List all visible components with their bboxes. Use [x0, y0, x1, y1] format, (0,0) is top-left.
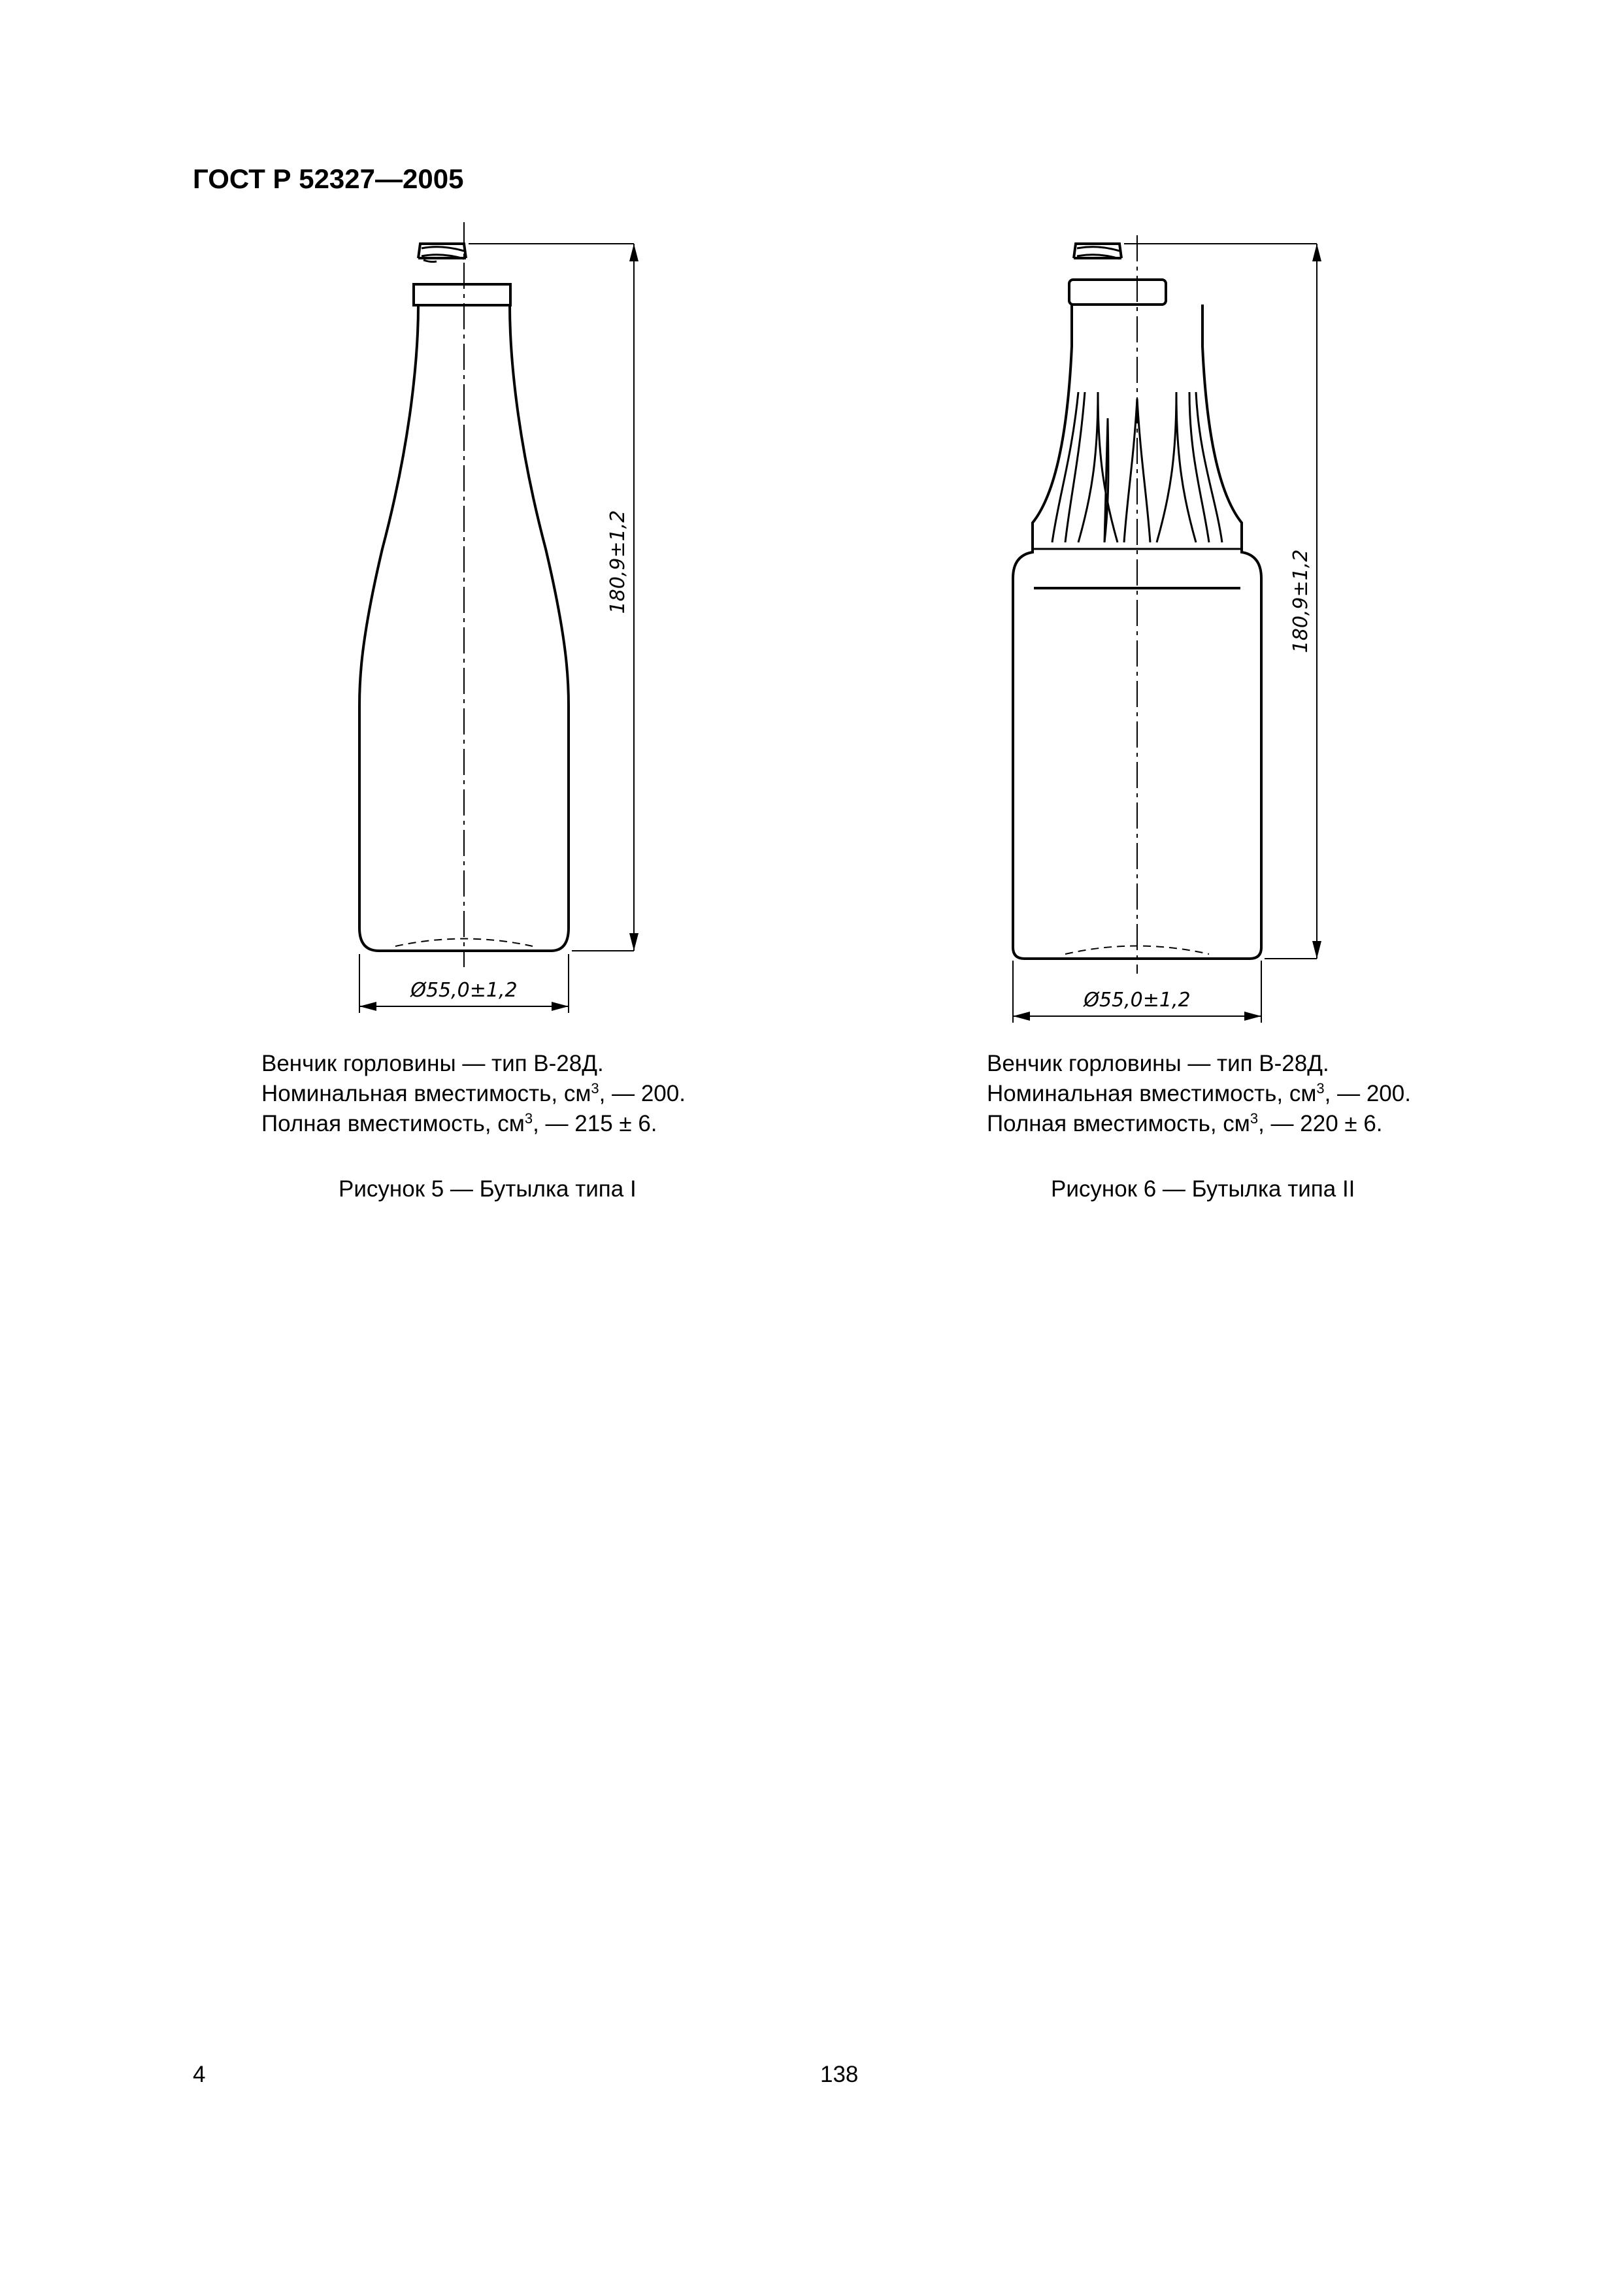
- spec-text: Полная вместимость, см: [987, 1111, 1250, 1136]
- spec-text: Номинальная вместимость, см: [987, 1081, 1317, 1106]
- bottle-type-1-drawing: [327, 222, 693, 1059]
- spec-line-finish: Венчик горловины — тип В-28Д.: [987, 1051, 1329, 1076]
- height-dimension-label: 180,9±1,2: [1289, 549, 1312, 653]
- bottle-type-1-specs: [261, 1049, 686, 1139]
- page-number: 4: [193, 2062, 206, 2087]
- spec-superscript: 3: [591, 1080, 599, 1097]
- spec-line-nominal-capacity: [987, 1079, 1411, 1109]
- spec-superscript: 3: [524, 1110, 533, 1127]
- spec-value: , — 220 ± 6.: [1258, 1111, 1383, 1136]
- spec-superscript: 3: [1250, 1110, 1259, 1127]
- figure-6-caption: Рисунок 6 — Бутылка типа II: [1051, 1176, 1355, 1202]
- spec-value: , — 215 ± 6.: [533, 1111, 657, 1136]
- bottle-type-2-drawing: [993, 222, 1359, 1059]
- height-dimension-label: 180,9±1,2: [606, 510, 629, 614]
- document-page-number: 138: [820, 2062, 859, 2087]
- document-header: ГОСТ Р 52327—2005: [193, 163, 464, 194]
- spec-text: Полная вместимость, см: [261, 1111, 525, 1136]
- figure-5-caption: Рисунок 5 — Бутылка типа I: [339, 1176, 637, 1202]
- bottle-type-2-specs: [987, 1049, 1411, 1139]
- spec-superscript: 3: [1316, 1080, 1325, 1097]
- spec-value: , — 200.: [599, 1081, 686, 1106]
- spec-line-full-capacity: [261, 1109, 686, 1139]
- diameter-dimension-label: Ø55,0±1,2: [410, 979, 518, 1002]
- spec-line-full-capacity: [987, 1109, 1411, 1139]
- spec-line-finish: Венчик горловины — тип В-28Д.: [261, 1051, 604, 1076]
- diameter-dimension-label: Ø55,0±1,2: [1084, 989, 1191, 1012]
- spec-line-nominal-capacity: [261, 1079, 686, 1109]
- spec-value: , — 200.: [1324, 1081, 1411, 1106]
- spec-text: Номинальная вместимость, см: [261, 1081, 591, 1106]
